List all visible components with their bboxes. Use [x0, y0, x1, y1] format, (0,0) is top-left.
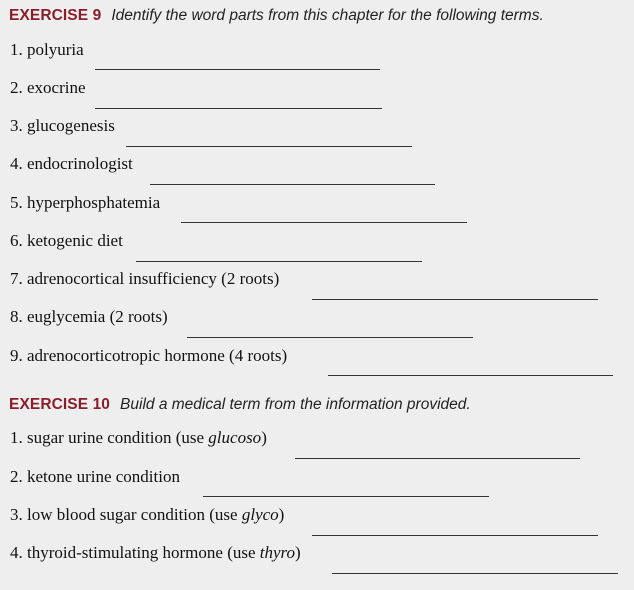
- ex10-answer-line-2[interactable]: [203, 496, 489, 497]
- ex9-item-9: 9. adrenocorticotropic hormone (4 roots): [10, 346, 288, 365]
- ex9-answer-line-9[interactable]: [328, 375, 613, 376]
- ex10-item-2-text: 2. ketone urine condition: [10, 467, 180, 486]
- ex10-item-1-hint: glucoso: [208, 428, 262, 447]
- ex9-item-7: 7. adrenocortical insufficiency (2 roots): [10, 269, 280, 288]
- ex9-answer-line-1[interactable]: [95, 69, 380, 70]
- ex10-item-3: [10, 505, 284, 525]
- exercise-10-header: [9, 396, 471, 414]
- ex9-answer-line-3[interactable]: [126, 146, 412, 147]
- ex9-answer-line-5[interactable]: [181, 222, 467, 223]
- ex10-item-4-close: ): [295, 543, 301, 562]
- ex10-item-3-hint: glyco: [241, 505, 279, 524]
- exercise-10-instruction: Build a medical term from the information provided.: [120, 396, 471, 413]
- ex10-answer-line-4[interactable]: [332, 573, 618, 574]
- ex9-item-6: 6. ketogenic diet: [10, 231, 123, 250]
- exercise-9-label: EXERCISE 9: [9, 7, 102, 24]
- ex10-item-3-close: ): [278, 505, 285, 524]
- ex9-item-1: 1. polyuria: [10, 40, 84, 59]
- ex9-answer-line-8[interactable]: [187, 337, 473, 338]
- ex10-item-3-text: 3. low blood sugar condition (use: [10, 505, 242, 524]
- ex10-item-1: [10, 428, 267, 448]
- ex9-item-5: 5. hyperphosphatemia: [10, 193, 161, 212]
- exercise-9-header: [9, 7, 544, 25]
- ex9-answer-line-2[interactable]: [95, 108, 382, 109]
- ex10-answer-line-1[interactable]: [295, 458, 580, 459]
- ex10-item-4-hint: thyro: [259, 543, 296, 562]
- ex10-item-2: [10, 467, 180, 487]
- ex10-item-4-text: 4. thyroid-stimulating hormone (use: [10, 543, 260, 562]
- ex9-item-8: 8. euglycemia (2 roots): [10, 307, 168, 326]
- ex9-answer-line-7[interactable]: [312, 299, 598, 300]
- ex10-answer-line-3[interactable]: [312, 535, 598, 536]
- ex10-item-4: [10, 543, 301, 563]
- ex9-item-4: 4. endocrinologist: [10, 154, 133, 173]
- ex9-answer-line-4[interactable]: [150, 184, 435, 185]
- ex9-answer-line-6[interactable]: [136, 261, 422, 262]
- ex10-item-1-close: ): [261, 428, 267, 447]
- exercise-9-instruction: Identify the word parts from this chapter for the following terms.: [111, 7, 544, 24]
- ex9-item-2: 2. exocrine: [10, 78, 86, 97]
- ex9-item-3: 3. glucogenesis: [10, 116, 115, 135]
- ex10-item-1-text: 1. sugar urine condition (use: [10, 428, 209, 447]
- exercise-10-label: EXERCISE 10: [9, 396, 111, 413]
